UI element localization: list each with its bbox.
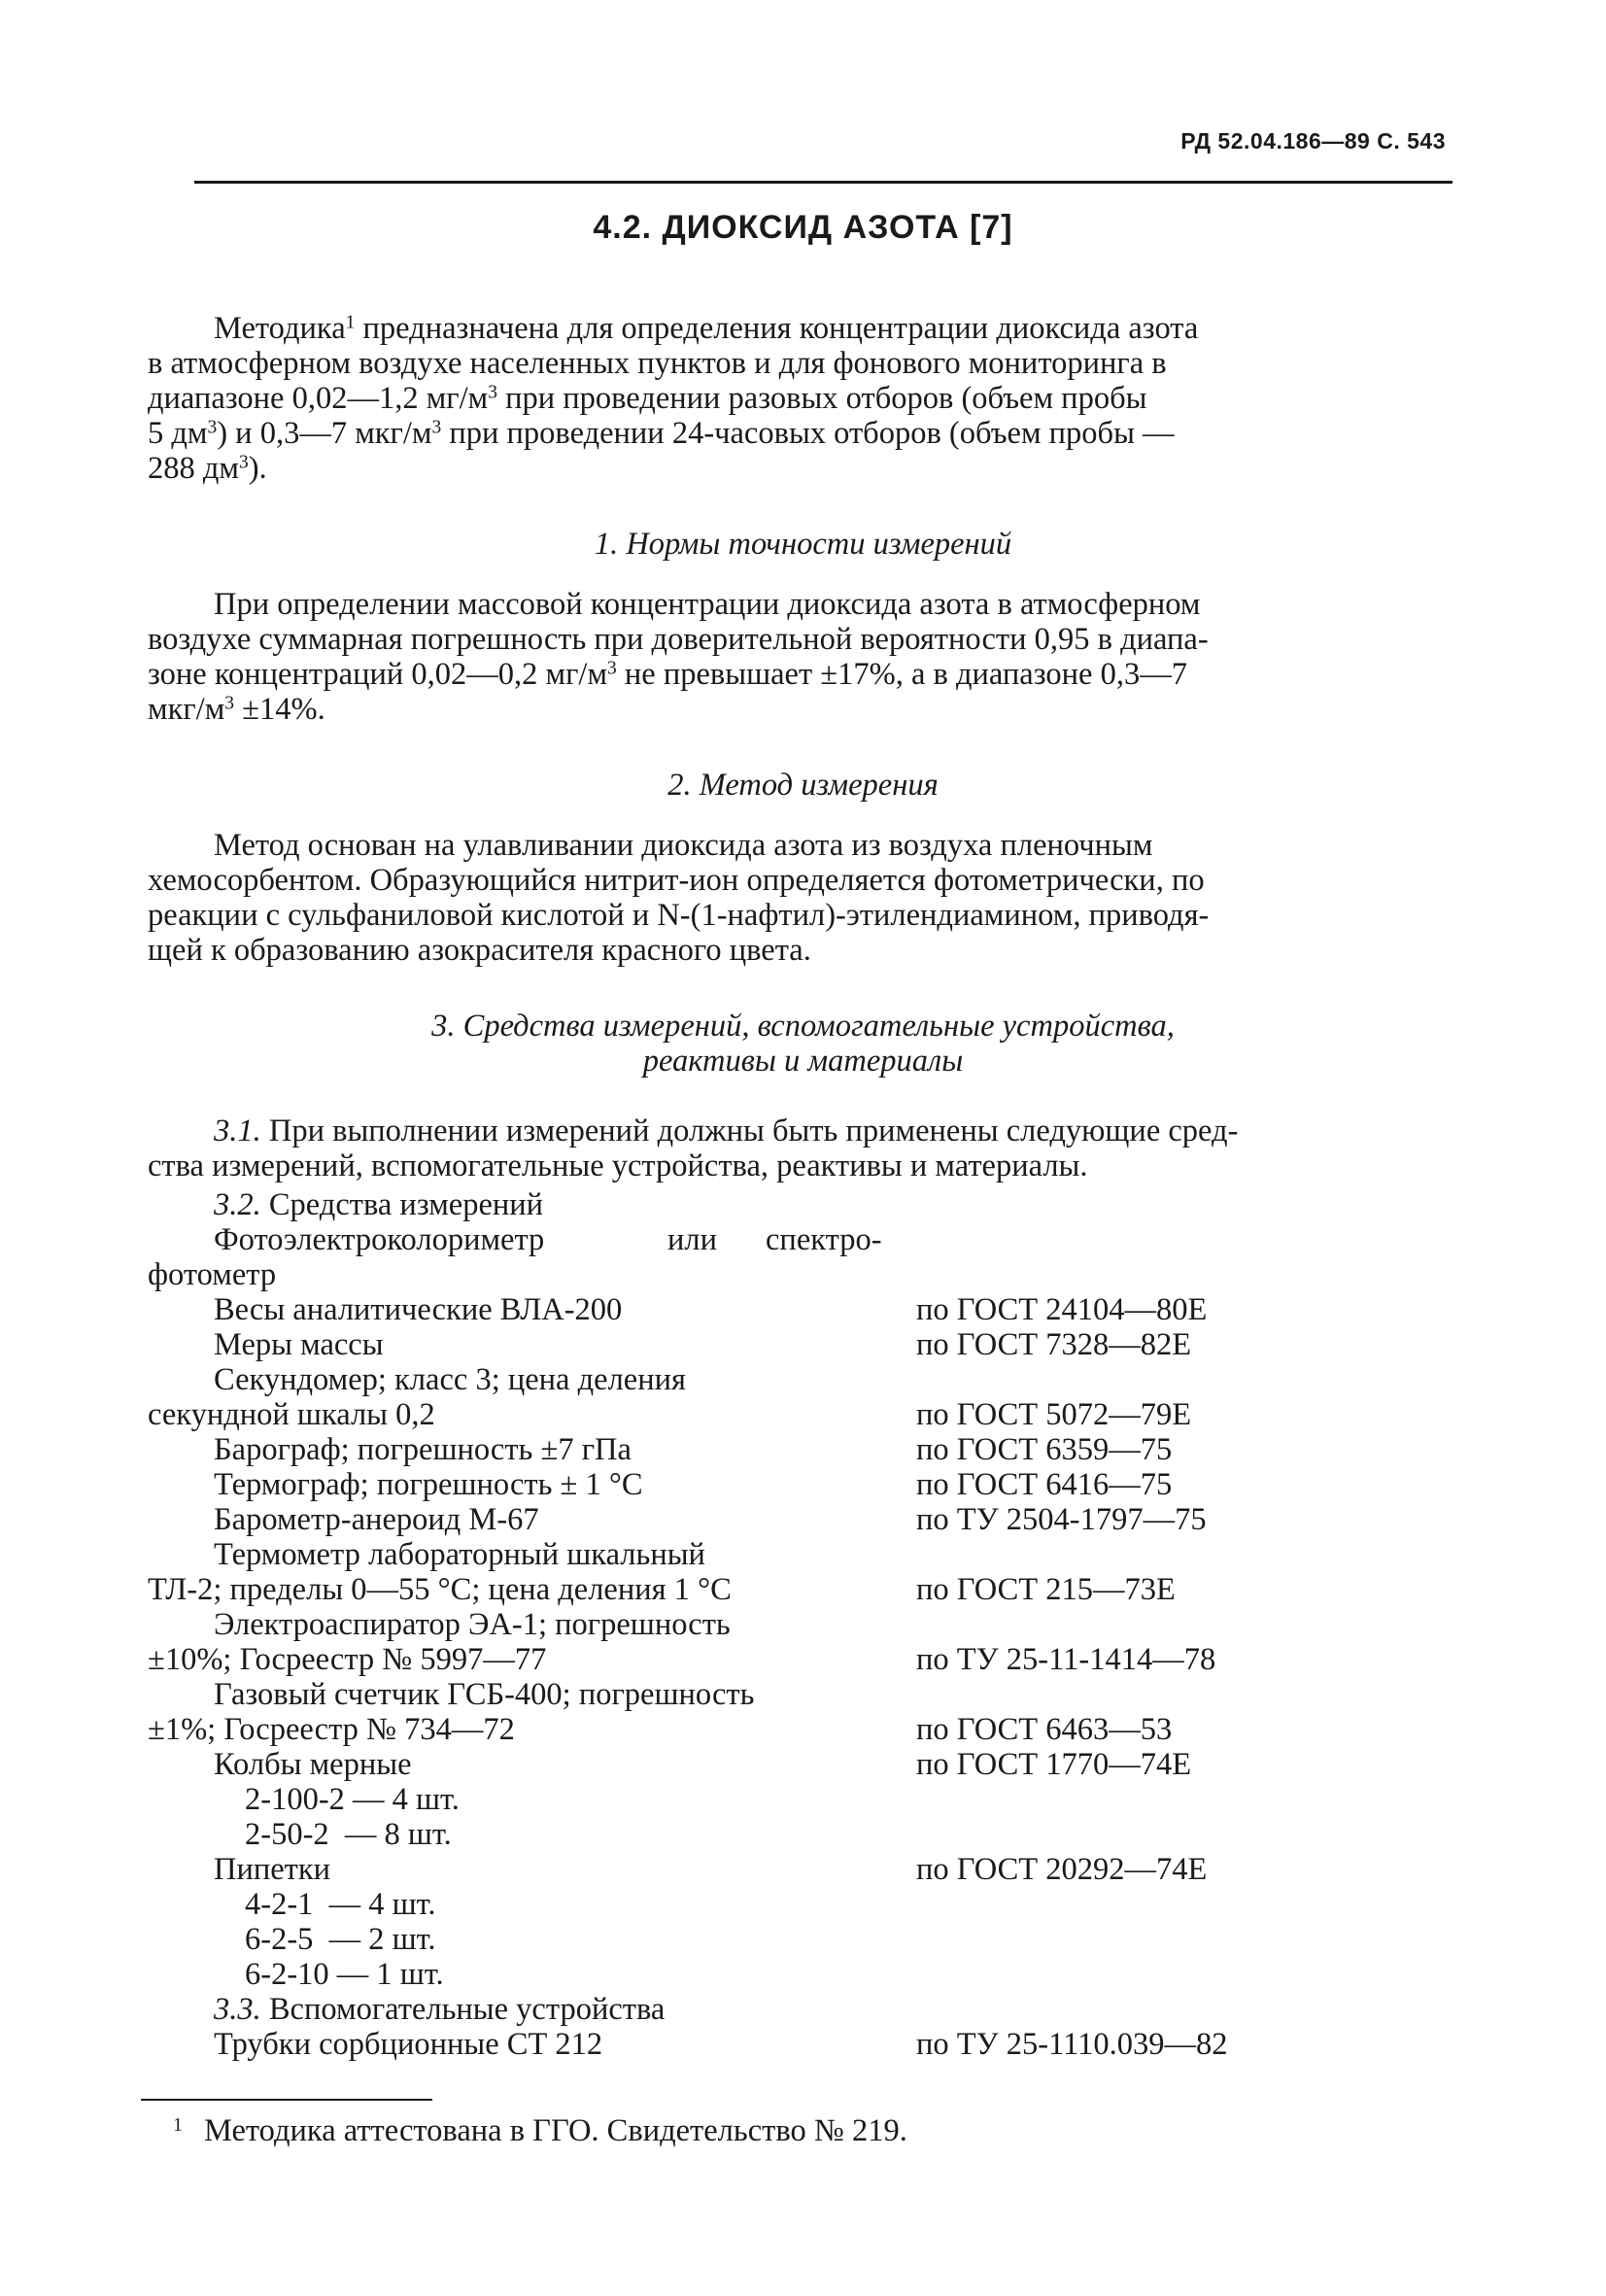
equip-aspirator-std: по ТУ 25-11-1414—78: [916, 1642, 1216, 1677]
equip-thermograph-std: по ГОСТ 6416—75: [916, 1467, 1173, 1502]
equip-flask-item-2: 2-50-2 — 8 шт.: [245, 1817, 452, 1852]
s2-heading: 2. Метод измерения: [667, 768, 939, 803]
equip-aspirator-line-1: Электроаспиратор ЭА-1; погрешность: [214, 1607, 731, 1642]
s2-paragraph: [148, 828, 1450, 968]
s2-line-1: Метод основан на улавливании диоксида азота из воздуха пленочным: [214, 828, 1153, 863]
equip-flasks-std: по ГОСТ 1770—74Е: [916, 1747, 1192, 1782]
intro-line-5: 288 $дм^3$).: [148, 451, 267, 486]
s2-line-2: хемосорбентом. Образующийся нитрит-ион определяется фотометрически, по: [148, 863, 1205, 898]
equip-thermometer-line-2: ТЛ-2; пределы 0—55 °С; цена деления 1 °С: [148, 1572, 732, 1607]
equip-gasmeter-line-1: Газовый счетчик ГСБ-400; погрешность: [214, 1677, 755, 1712]
s1-heading: 1. Нормы точности измерений: [594, 527, 1012, 562]
s1-paragraph: [148, 587, 1450, 727]
p33-heading: 3.3. Вспомогательные устройства: [214, 1992, 666, 2027]
s2-line-4: щей к образованию азокрасителя красного цвета.: [148, 933, 811, 968]
equip-stopwatch-std: по ГОСТ 5072—79Е: [916, 1397, 1192, 1432]
header-rule: [194, 181, 1452, 184]
footnote-ref: 1: [345, 312, 356, 333]
equip-photometer-line-2: фотометр: [148, 1257, 277, 1292]
s3-heading-line-2: реактивы и материалы: [642, 1044, 964, 1079]
equip-pipette-item-3: 6-2-10 — 1 шт.: [245, 1957, 444, 1992]
equip-pipettes: Пипетки: [214, 1852, 331, 1887]
equip-gasmeter-line-2: ±1%; Госреестр № 734—72: [148, 1712, 515, 1747]
section-title: 4.2. ДИОКСИД АЗОТА [7]: [593, 209, 1013, 246]
s2-line-3: реакции с сульфаниловой кислотой и N-(1-нафтил)-этилендиамином, приводя-: [148, 898, 1210, 933]
intro-line-4: 5 $дм^3$) и 0,3—7 мкг/$м^3$ при проведении 24-часовых отборов (объем пробы —: [148, 416, 1175, 451]
footnote-rule: [141, 2099, 432, 2101]
p31-paragraph: [148, 1114, 1450, 1183]
equip-aneroid-std: по ТУ 2504-1797—75: [916, 1502, 1207, 1537]
equip-pipettes-std: по ГОСТ 20292—74Е: [916, 1852, 1208, 1887]
equip-flasks: Колбы мерные: [214, 1747, 412, 1782]
equip-tubes-std: по ТУ 25-1110.039—82: [916, 2027, 1228, 2062]
s1-line-4: мкг/$м^3 \pm 14\%$.: [148, 692, 325, 727]
equip-pipette-item-2: 6-2-5 — 2 шт.: [245, 1922, 436, 1957]
equip-photometer-or: или: [667, 1222, 718, 1257]
equip-gasmeter-std: по ГОСТ 6463—53: [916, 1712, 1173, 1747]
equip-stopwatch-line-2: секундной шкалы 0,2: [148, 1397, 435, 1432]
footnote-text: Методика аттестована в ГГО. Свидетельство № 219.: [204, 2113, 907, 2148]
s3-heading-line-1: 3. Средства измерений, вспомогательные устройства,: [431, 1009, 1175, 1044]
equip-photometer-spectro: спектро-: [766, 1222, 882, 1257]
equip-balance: Весы аналитические ВЛА-200: [214, 1292, 623, 1327]
running-head: РД 52.04.186—89 С. 543: [1180, 128, 1446, 154]
p31-line-1: 3.1. При выполнении измерений должны быть применены следующие сред-: [214, 1114, 1239, 1148]
equip-barograph: Барограф; погрешность ±7 гПа: [214, 1432, 632, 1467]
s1-line-1: При определении массовой концентрации диоксида азота в атмосферном: [214, 587, 1201, 622]
equip-barograph-std: по ГОСТ 6359—75: [916, 1432, 1173, 1467]
s1-line-3: зоне концентраций 0,02—0,2 $мг/м^3$ не превышает ±17%, а в диапазоне 0,3—7: [148, 657, 1187, 692]
equip-thermometer-line-1: Термометр лабораторный шкальный: [214, 1537, 705, 1572]
footnote-mark: 1: [173, 2114, 183, 2136]
s1-line-2: воздухе суммарная погрешность при доверительной вероятности 0,95 в диапа-: [148, 622, 1209, 657]
intro-paragraph: [148, 311, 1450, 486]
equip-balance-std: по ГОСТ 24104—80Е: [916, 1292, 1208, 1327]
footnote: [173, 2113, 907, 2148]
equip-pipette-item-1: 4-2-1 — 4 шт.: [245, 1887, 436, 1922]
equip-aneroid: Барометр-анероид М-67: [214, 1502, 539, 1537]
p31-line-2: ства измерений, вспомогательные устройства, реактивы и материалы.: [148, 1148, 1088, 1183]
p32-heading: 3.2. Средства измерений: [214, 1187, 544, 1222]
equip-stopwatch-line-1: Секундомер; класс 3; цена деления: [214, 1362, 686, 1397]
equip-aspirator-line-2: ±10%; Госреестр № 5997—77: [148, 1642, 547, 1677]
equip-photometer-word: Фотоэлектроколориметр: [214, 1222, 545, 1257]
equip-tubes: Трубки сорбционные СТ 212: [214, 2027, 603, 2062]
equip-thermograph: Термограф; погрешность ± 1 °С: [214, 1467, 643, 1502]
equip-weights: Меры массы: [214, 1327, 384, 1362]
equip-flask-item-1: 2-100-2 — 4 шт.: [245, 1782, 460, 1817]
equip-thermometer-std: по ГОСТ 215—73Е: [916, 1572, 1176, 1607]
intro-line-3: диапазоне 0,02—1,2 $мг/м^3$ при проведении разовых отборов (объем пробы: [148, 381, 1147, 416]
intro-line-2: в атмосферном воздухе населенных пунктов и для фонового мониторинга в: [148, 346, 1167, 381]
intro-line-1: Методика$^1$ предназначена для определения концентрации диоксида азота: [214, 311, 1199, 346]
equip-weights-std: по ГОСТ 7328—82Е: [916, 1327, 1192, 1362]
